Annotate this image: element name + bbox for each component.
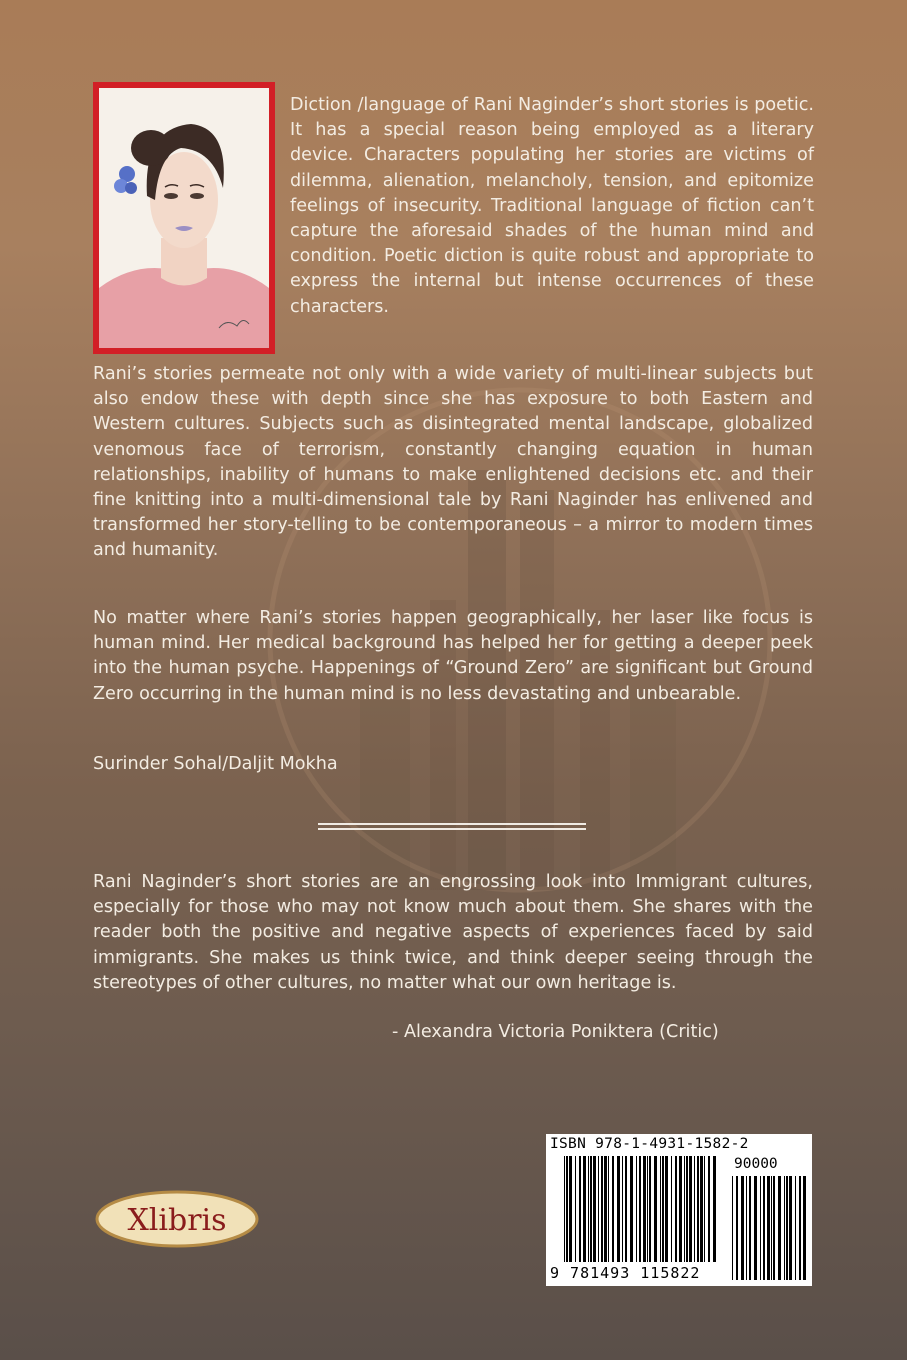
barcode-bar bbox=[649, 1156, 651, 1262]
ean-number: 9 781493 115822 bbox=[550, 1264, 701, 1282]
barcode-bar bbox=[700, 1156, 703, 1262]
barcode-bar bbox=[579, 1156, 581, 1262]
barcode-bar bbox=[732, 1176, 733, 1280]
barcode-bar bbox=[590, 1156, 592, 1262]
barcode-bar bbox=[694, 1156, 695, 1262]
barcode-bar bbox=[588, 1156, 589, 1262]
barcode-bars bbox=[564, 1156, 720, 1262]
paragraph-diction: Diction /language of Rani Naginder’s short stories is poetic. It has a special reason being employed as a literary device. Characters populating her stories are victims of dilemma, alienation, melancholy, tension, and epitomize feelings of insecurity. Traditional language of fiction can’t capture the aforesaid shades of the human mind and condition. Poetic diction is quite robust and appropriate to express the internal but intense occurrences of these characters. bbox=[290, 95, 814, 317]
barcode-bar bbox=[763, 1176, 765, 1280]
barcode-bar bbox=[795, 1176, 796, 1280]
barcode-bar bbox=[604, 1156, 607, 1262]
paragraph-critic-review: Rani Naginder’s short stories are an engrossing look into Immigrant cultures, especially for those who may not know much about them. She shares with the reader both the positive and negative aspects of experiences faced by said immigrants. She makes us think twice, and think deeper seeing through the stereotypes of other cultures, no matter what our own heritage is. bbox=[93, 872, 813, 993]
portrait-illustration bbox=[99, 88, 269, 348]
barcode-bar bbox=[662, 1156, 664, 1262]
review-signature: Surinder Sohal/Daljit Mokha bbox=[93, 754, 338, 774]
barcode-bar bbox=[784, 1176, 785, 1280]
barcode-bar bbox=[647, 1156, 648, 1262]
barcode-bar bbox=[689, 1156, 692, 1262]
barcode-bar bbox=[773, 1176, 775, 1280]
barcode-bar bbox=[679, 1156, 682, 1262]
barcode-bar bbox=[686, 1156, 688, 1262]
barcode-bar bbox=[617, 1156, 620, 1262]
barcode-bar bbox=[746, 1176, 747, 1280]
barcode-bar bbox=[608, 1156, 609, 1262]
barcode-bar bbox=[741, 1176, 744, 1280]
paragraph-focus: No matter where Rani’s stories happen geographically, her laser like focus is human mind. Her medical background has helped her for getting a deeper peek into the human psyche. Happenings of “Ground Zero” are significant but Ground Zero occurring in the human mind is no less devastating and unbearable. bbox=[93, 608, 813, 704]
barcode-bar bbox=[566, 1156, 568, 1262]
isbn-barcode bbox=[546, 1134, 812, 1286]
barcode-bar bbox=[654, 1156, 657, 1262]
barcode-bar bbox=[583, 1156, 586, 1262]
barcode-bar bbox=[643, 1156, 646, 1262]
barcode-bar bbox=[713, 1156, 716, 1262]
barcode-bar bbox=[789, 1176, 792, 1280]
paragraph-subjects: Rani’s stories permeate not only with a wide variety of multi-linear subjects but also endow these with depth since she has exposure to both Eastern and Western cultures. Subjects such as disintegrated mental landscape, globalized venomous face of terrorism, constantly changing equation in human relationships, inability of humans to make enlightened decisions etc. and their fine knitting into a multi-dimensional tale by Rani Naginder has enlivened and transformed her story-telling to be contemporaneous – a mirror to modern times and humanity. bbox=[93, 364, 813, 561]
barcode-bar bbox=[564, 1156, 565, 1262]
barcode-bar bbox=[736, 1176, 738, 1280]
barcode-bar bbox=[625, 1156, 627, 1262]
publisher-logo-text: Xlibris bbox=[127, 1203, 227, 1238]
barcode-bar bbox=[684, 1156, 685, 1262]
isbn-number: ISBN 978-1-4931-1582-2 bbox=[550, 1136, 749, 1152]
barcode-bar bbox=[675, 1156, 677, 1262]
barcode-bar bbox=[601, 1156, 603, 1262]
barcode-bar bbox=[704, 1156, 705, 1262]
barcode-bar bbox=[671, 1156, 672, 1262]
barcode-bar bbox=[799, 1176, 801, 1280]
barcode-bar bbox=[803, 1176, 806, 1280]
barcode-bar bbox=[612, 1156, 614, 1262]
barcode-bar bbox=[569, 1156, 572, 1262]
price-code: 90000 bbox=[734, 1156, 778, 1172]
author-portrait bbox=[93, 82, 275, 354]
barcode-addon-bars bbox=[732, 1176, 806, 1280]
barcode-bar bbox=[697, 1156, 699, 1262]
barcode-bar bbox=[778, 1176, 781, 1280]
barcode-bar bbox=[754, 1176, 757, 1280]
barcode-bar bbox=[786, 1176, 788, 1280]
barcode-bar bbox=[598, 1156, 599, 1262]
barcode-bar bbox=[575, 1156, 576, 1262]
barcode-bar bbox=[708, 1156, 710, 1262]
barcode-bar bbox=[760, 1176, 761, 1280]
barcode-bar bbox=[660, 1156, 661, 1262]
section-divider bbox=[318, 823, 586, 830]
barcode-bar bbox=[630, 1156, 633, 1262]
barcode-bar bbox=[665, 1156, 668, 1262]
critic-attribution: - Alexandra Victoria Poniktera (Critic) bbox=[392, 1022, 719, 1042]
barcode-bar bbox=[636, 1156, 637, 1262]
barcode-bar bbox=[749, 1176, 751, 1280]
barcode-bar bbox=[639, 1156, 641, 1262]
barcode-bar bbox=[767, 1176, 770, 1280]
barcode-bar bbox=[771, 1176, 772, 1280]
barcode-bar bbox=[622, 1156, 623, 1262]
barcode-bar bbox=[593, 1156, 596, 1262]
publisher-logo bbox=[95, 1190, 259, 1248]
